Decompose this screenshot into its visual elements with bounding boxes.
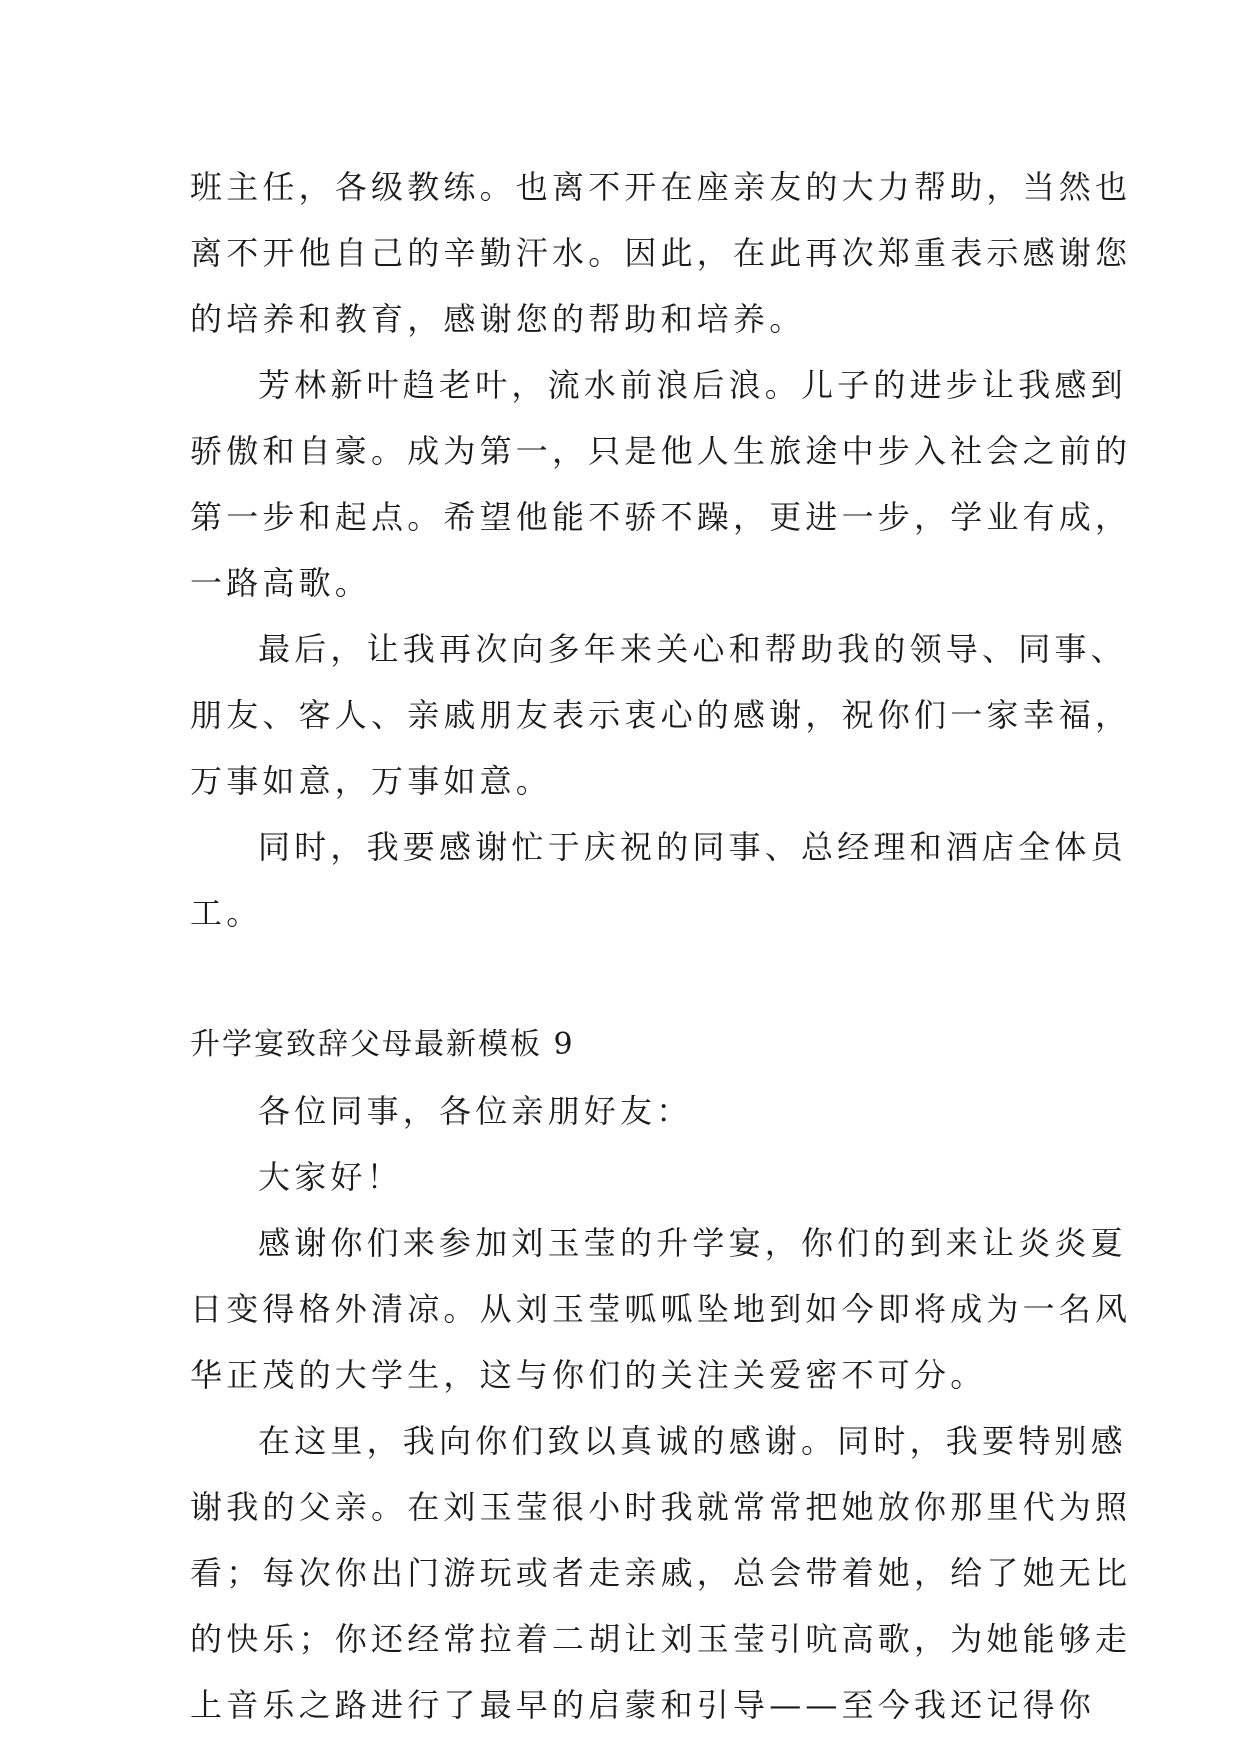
text-line: 的快乐；你还经常拉着二胡让刘玉莹引吭高歌，为她能够走	[190, 1620, 1132, 1658]
text-line: 感谢你们来参加刘玉莹的升学宴，你们的到来让炎炎夏	[258, 1224, 1127, 1262]
text-line: 华正茂的大学生，这与你们的关注关爱密不可分。	[190, 1356, 987, 1394]
salutation: 大家好！	[258, 1158, 403, 1196]
text-line: 的培养和教育，感谢您的帮助和培养。	[190, 300, 806, 338]
text-line: 上音乐之路进行了最早的启蒙和引导——至今我还记得你	[190, 1686, 1096, 1724]
text-line: 在这里，我向你们致以真诚的感谢。同时，我要特别感	[258, 1422, 1127, 1460]
document-page	[190, 154, 1132, 1738]
paragraph	[190, 1408, 1132, 1738]
text-line: 朋友、客人、亲戚朋友表示衷心的感谢，祝你们一家幸福，	[190, 696, 1132, 734]
paragraph	[190, 154, 1132, 352]
paragraph	[190, 814, 1127, 946]
text-line: 骄傲和自豪。成为第一，只是他人生旅途中步入社会之前的	[190, 432, 1132, 470]
text-line: 一路高歌。	[190, 564, 372, 602]
text-line: 芳林新叶趋老叶，流水前浪后浪。儿子的进步让我感到	[258, 366, 1127, 404]
text-line: 离不开他自己的辛勤汗水。因此，在此再次郑重表示感谢您	[190, 234, 1132, 272]
text-line: 谢我的父亲。在刘玉莹很小时我就常常把她放你那里代为照	[190, 1488, 1132, 1526]
paragraph	[190, 1210, 1132, 1408]
greeting: 各位同事，各位亲朋好友：	[258, 1092, 693, 1130]
text-line: 日变得格外清凉。从刘玉莹呱呱坠地到如今即将成为一名风	[190, 1290, 1132, 1328]
spacer	[190, 946, 1070, 1012]
text-line: 看；每次你出门游玩或者走亲戚，总会带着她，给了她无比	[190, 1554, 1132, 1592]
text-line: 工。	[190, 894, 263, 932]
section-title: 升学宴致辞父母最新模板 9	[190, 1027, 575, 1062]
text-line: 最后，让我再次向多年来关心和帮助我的领导、同事、	[258, 630, 1127, 668]
text-line: 同时，我要感谢忙于庆祝的同事、总经理和酒店全体员	[258, 828, 1127, 866]
paragraph	[190, 352, 1132, 616]
text-line: 万事如意，万事如意。	[190, 762, 553, 800]
paragraph	[190, 616, 1132, 814]
text-line: 班主任，各级教练。也离不开在座亲友的大力帮助，当然也	[190, 168, 1132, 206]
text-line: 第一步和起点。希望他能不骄不躁，更进一步，学业有成，	[190, 498, 1132, 536]
